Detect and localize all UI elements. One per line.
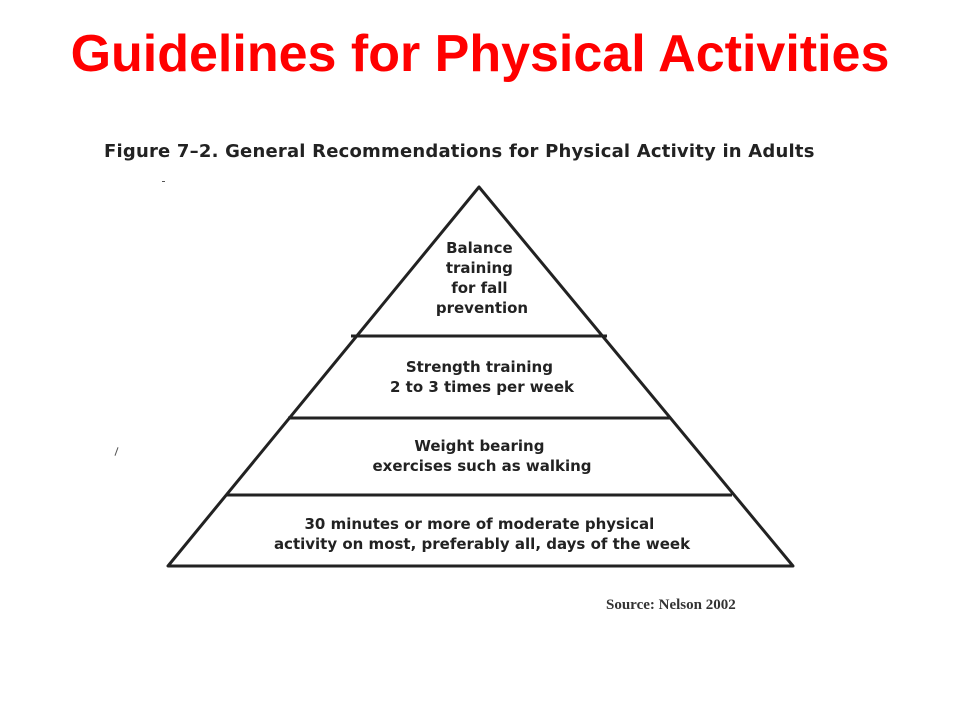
scan-artifact bbox=[162, 181, 165, 182]
tier-base-line: activity on most, preferably all, days of the week bbox=[273, 535, 691, 553]
tier-third-line: Weight bearing bbox=[414, 437, 545, 455]
tier-top-line: training bbox=[445, 259, 513, 277]
tier-base-line: 30 minutes or more of moderate physical bbox=[304, 515, 655, 533]
figure-caption: Figure 7–2. General Recommendations for Physical Activity in Adults bbox=[104, 141, 815, 162]
tier-third-label bbox=[372, 437, 591, 475]
source-citation: Source: Nelson 2002 bbox=[606, 597, 736, 613]
tier-second-line: Strength training bbox=[405, 358, 553, 376]
tier-base-label bbox=[274, 515, 691, 553]
tier-second-label bbox=[390, 358, 575, 396]
tier-third-line: exercises such as walking bbox=[372, 457, 592, 475]
tier-top-label bbox=[436, 239, 528, 317]
tier-top-line: Balance bbox=[446, 239, 513, 257]
tier-top-line: prevention bbox=[435, 299, 529, 317]
tier-second-line: 2 to 3 times per week bbox=[390, 378, 574, 396]
slide-title: Guidelines for Physical Activities bbox=[70, 25, 890, 83]
tier-top-line: for fall bbox=[451, 279, 508, 297]
